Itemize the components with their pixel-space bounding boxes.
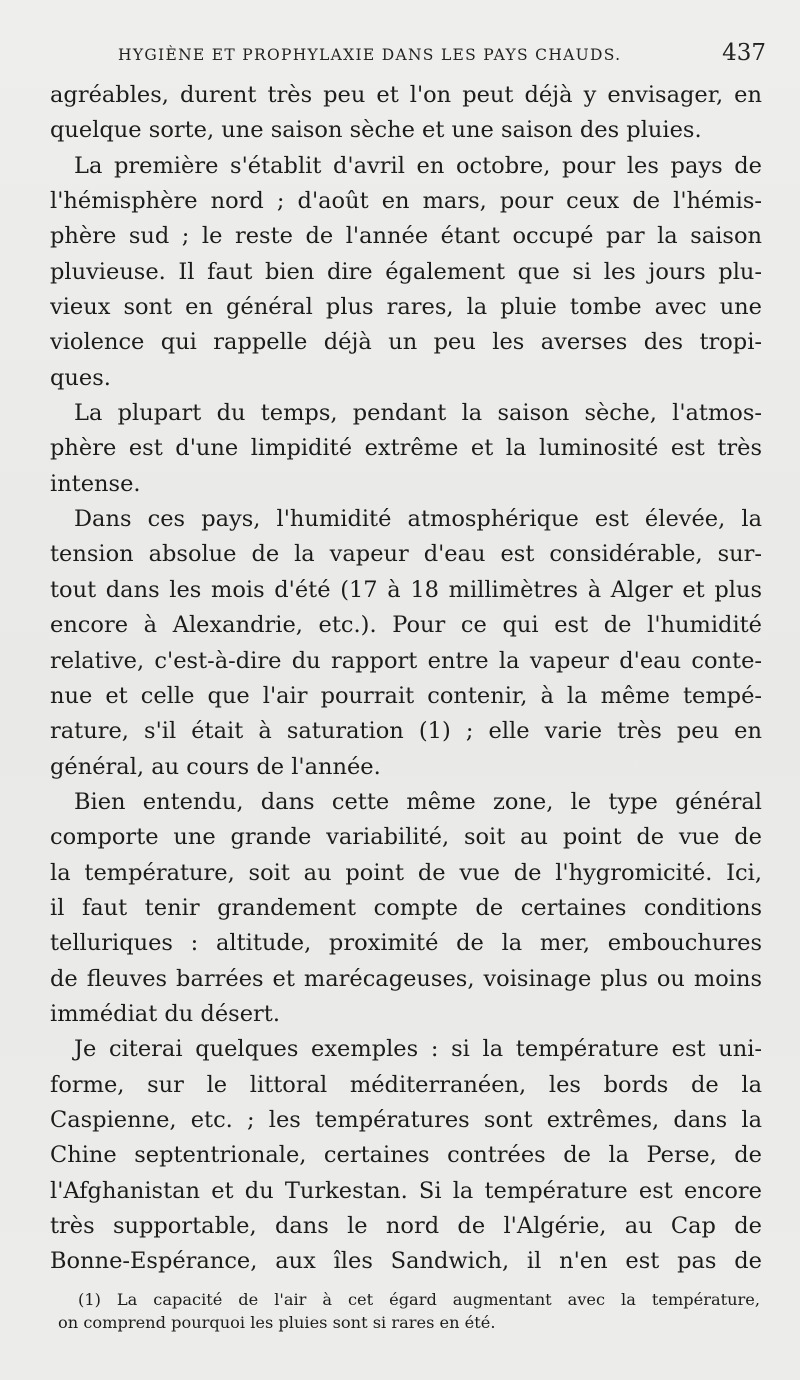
running-head: HYGIÈNE ET PROPHYLAXIE DANS LES PAYS CHAUDS. [118,46,622,64]
text-line: forme, sur le littoral méditerranéen, les bords de la [50,1071,762,1098]
text-line: tout dans les mois d'été (17 à 18 millimètres à Alger et plus [50,576,762,603]
text-line: ques. [50,364,111,391]
text-line: général, au cours de l'année. [50,753,381,780]
body-text [50,78,762,1280]
text-line: relative, c'est-à-dire du rapport entre la vapeur d'eau conte- [50,647,762,674]
text-line: vieux sont en général plus rares, la pluie tombe avec une [50,294,762,321]
text-line: telluriques : altitude, proximité de la mer, embouchures [50,930,762,957]
footnote-line: (1) La capacité de l'air à cet égard augmentant avec la température, [78,1290,760,1309]
text-line: violence qui rappelle déjà un peu les averses des tropi- [50,329,762,356]
text-line: nue et celle que l'air pourrait contenir, à la même tempé- [50,682,762,709]
text-line: phère est d'une limpidité extrême et la luminosité est très [50,435,762,462]
page-number: 437 [722,40,766,66]
text-line: quelque sorte, une saison sèche et une saison des pluies. [50,117,702,144]
text-line: intense. [50,470,141,497]
text-line: de fleuves barrées et marécageuses, voisinage plus ou moins [50,965,762,992]
text-line: Bonne-Espérance, aux îles Sandwich, il n'en est pas de [50,1248,762,1275]
text-line: très supportable, dans le nord de l'Algérie, au Cap de [50,1213,762,1239]
text-line: il faut tenir grandement compte de certaines conditions [50,894,762,921]
text-line: La première s'établit d'avril en octobre, pour les pays de [74,152,762,179]
text-line: tension absolue de la vapeur d'eau est considérable, sur- [50,541,762,568]
text-line: phère sud ; le reste de l'année étant occupé par la saison [50,223,762,250]
text-line: rature, s'il était à saturation (1) ; elle varie très peu en [50,718,762,745]
text-line: Dans ces pays, l'humidité atmosphérique est élevée, la [74,506,762,533]
footnote-line: on comprend pourquoi les pluies sont si rares en été. [58,1313,496,1332]
text-line: Bien entendu, dans cette même zone, le type général [74,788,762,815]
text-line: La plupart du temps, pendant la saison sèche, l'atmos- [74,400,762,427]
page-header [118,40,766,74]
text-line: la température, soit au point de vue de l'hygromicité. Ici, [50,859,762,886]
text-line: Je citerai quelques exemples : si la température est uni- [74,1036,762,1063]
text-line: l'Afghanistan et du Turkestan. Si la température est encore [50,1177,762,1204]
text-line: agréables, durent très peu et l'on peut déjà y envisager, en [50,82,762,108]
text-line: immédiat du désert. [50,1000,280,1027]
text-line: pluvieuse. Il faut bien dire également que si les jours plu- [50,258,762,285]
text-line: l'hémisphère nord ; d'août en mars, pour ceux de l'hémis- [50,188,762,215]
text-line: Chine septentrionale, certaines contrées de la Perse, de [50,1142,762,1169]
footnote [58,1288,760,1334]
text-line: Caspienne, etc. ; les températures sont extrêmes, dans la [50,1106,762,1133]
text-line: comporte une grande variabilité, soit au point de vue de [50,824,762,851]
text-line: encore à Alexandrie, etc.). Pour ce qui est de l'humidité [50,612,762,639]
